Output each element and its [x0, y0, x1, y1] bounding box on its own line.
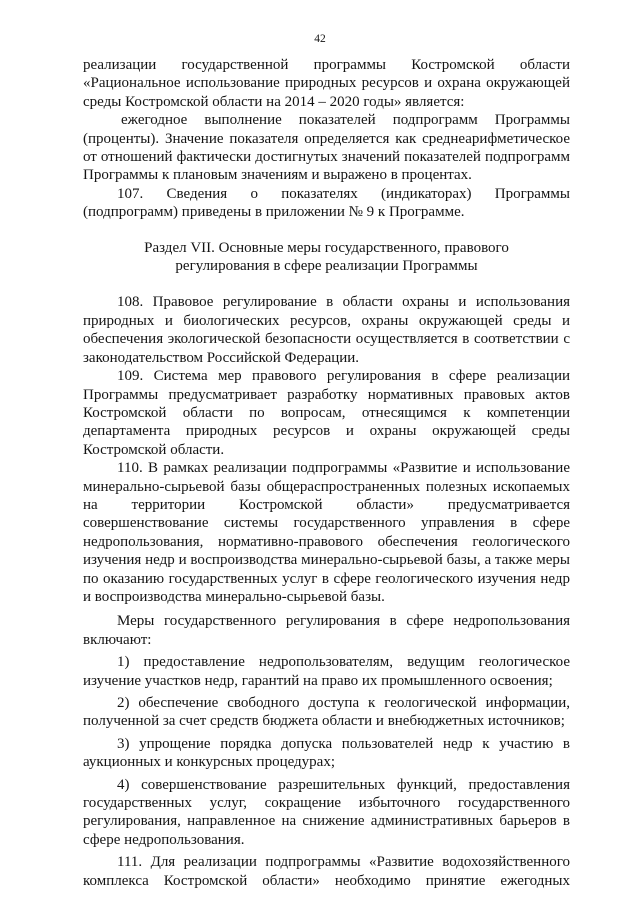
paragraph-108: 108. Правовое регулирование в области охраны и использования природных и биологических ресурсов, охраны окружающей среды и обеспечения экологической безопасности осуществляется в соответствии с законодательством Российской Федерации. [83, 294, 570, 366]
measure-3-paragraph: 3) упрощение порядка допуска пользователей недр к участию в аукционных и конкурсных процедурах; [83, 735, 570, 771]
page-number: 42 [314, 33, 326, 45]
section-heading-line-1: Раздел VII. Основные меры государственного, правового [144, 239, 509, 256]
paragraph-109: 109. Система мер правового регулирования в сфере реализации Программы предусматривает разработку нормативных правовых актов Костромской области по вопросам, отнесящимся к компетенции департамента природных ресурсов и охраны окружающей среды Костромской области. [83, 368, 570, 458]
indicator-paragraph: ежегодное выполнение показателей подпрограмм Программы (проценты). Значение показателя определяется как среднеарифметическое от отношений фактически достигнутых значений показателей подпрограмм Программы к плановым значениям и выражено в процентах. [83, 112, 570, 184]
measures-intro-paragraph: Меры государственного регулирования в сфере недропользования включают: [83, 613, 570, 648]
paragraph-111: 111. Для реализации подпрограммы «Развитие водохозяйственного комплекса Костромской области» необходимо принятие ежегодных [83, 854, 570, 889]
section-heading [83, 239, 570, 276]
measure-2-paragraph: 2) обеспечение свободного доступа к геологической информации, полученной за счет средств бюджета области и внебюджетных источников; [83, 695, 570, 730]
paragraph-107: 107. Сведения о показателях (индикаторах) Программы (подпрограмм) приведены в приложении № 9 к Программе. [83, 185, 570, 221]
measure-1-paragraph: 1) предоставление недропользователям, ведущим геологическое изучение участков недр, гарантий на право их промышленного освоения; [83, 654, 570, 689]
document-body [83, 56, 570, 890]
continuation-paragraph: реализации государственной программы Костромской области «Рациональное использование природных ресурсов и охрана окружающей среды Костромской области на 2014 – 2020 годы» является: [83, 57, 570, 110]
paragraph-110: 110. В рамках реализации подпрограммы «Развитие и использование минерально-сырьевой базы общераспространенных полезных ископаемых на территории Костромской области» предусматривается совершенствование системы государственного управления в сфере недропользования, нормативно-правового обеспечения геологического изучения недр и воспроизводства минерально-сырьевой базы, а также меры по оказанию государственных услуг в сфере геологического изучения недр и воспроизводства минерально-сырьевой базы. [83, 460, 570, 605]
section-heading-line-2: регулирования в сфере реализации Программы [175, 258, 478, 275]
measure-4-paragraph: 4) совершенствование разрешительных функций, предоставления государственных услуг, сокращение избыточного государственного регулирования, направленное на снижение административных барьеров в сфере недропользования. [83, 776, 570, 848]
